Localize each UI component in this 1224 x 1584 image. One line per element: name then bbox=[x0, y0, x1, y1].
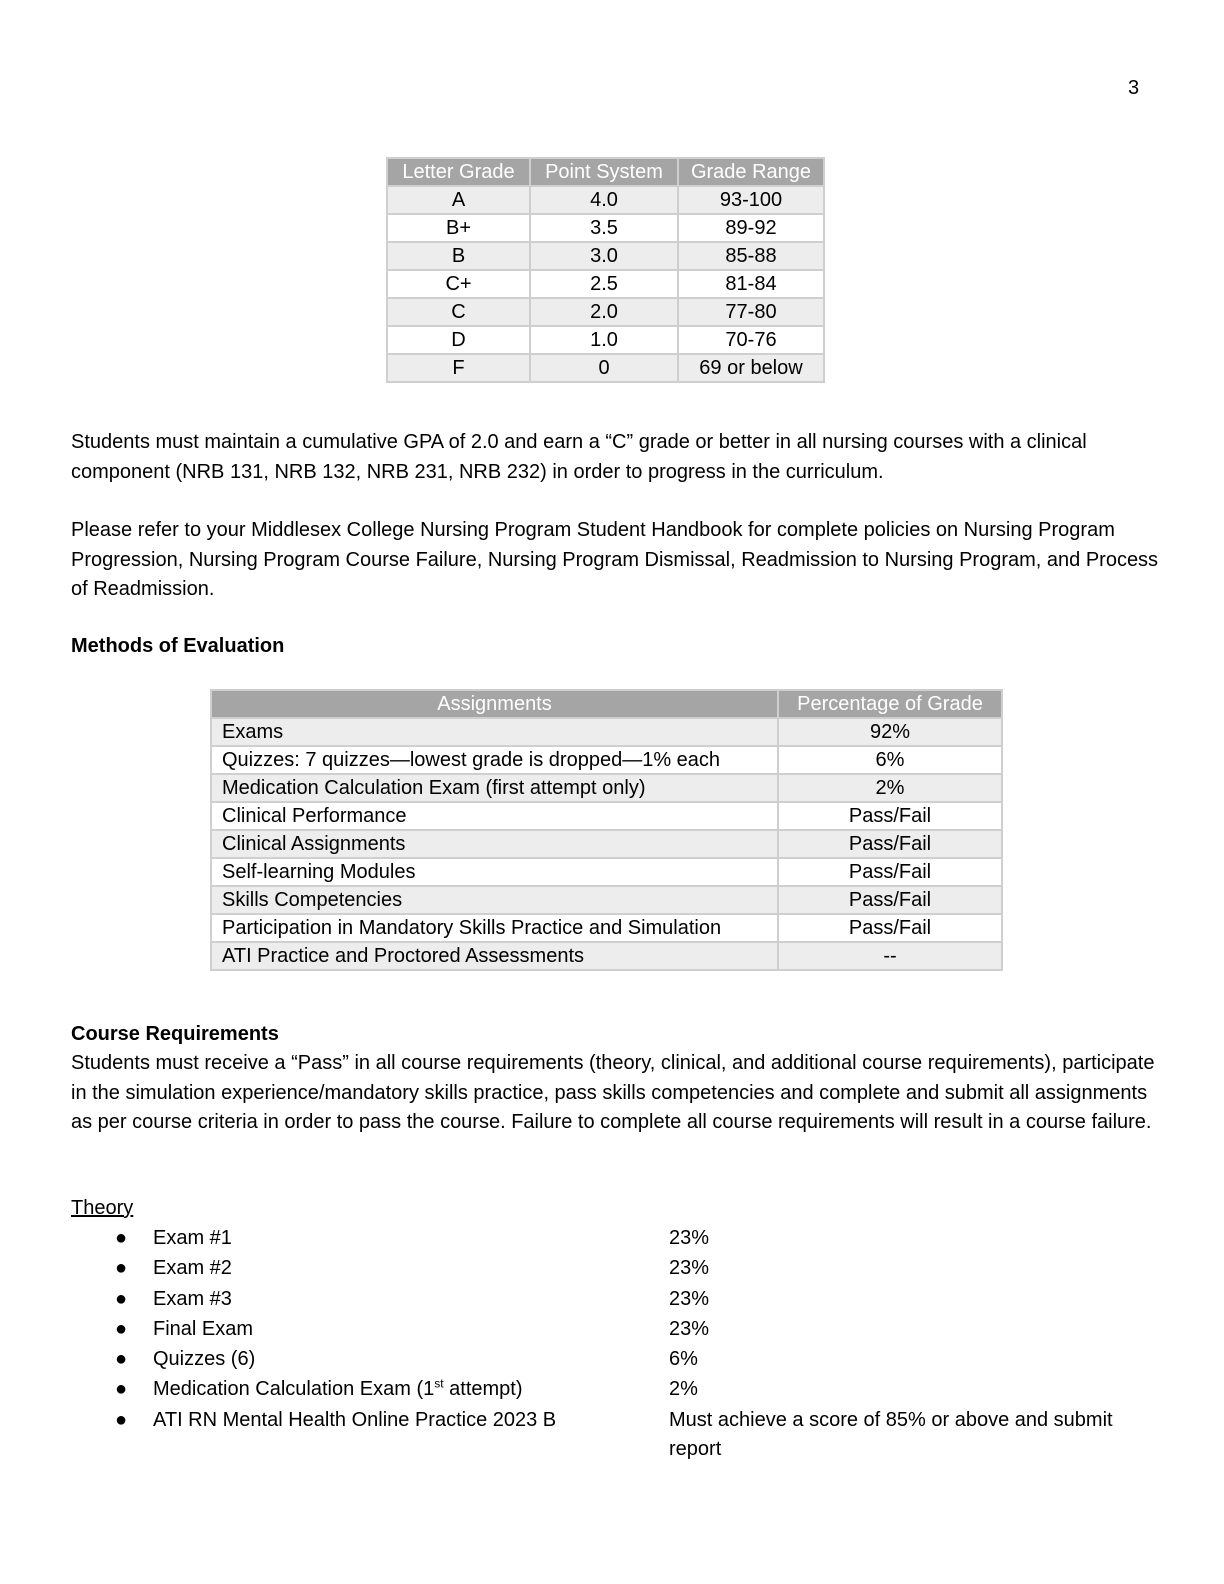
point-system-cell: 3.0 bbox=[530, 242, 678, 270]
percentage-cell: -- bbox=[778, 942, 1002, 970]
point-system-cell: 0 bbox=[530, 354, 678, 382]
percentage-cell: Pass/Fail bbox=[778, 886, 1002, 914]
grade-table-row bbox=[387, 270, 824, 298]
course-requirements-heading: Course Requirements bbox=[71, 1023, 279, 1045]
theory-item-value: 23% bbox=[669, 1227, 710, 1249]
theory-item-name: Exam #3 bbox=[153, 1287, 232, 1310]
grade-scale-table bbox=[386, 157, 825, 383]
theory-item-name: Quizzes (6) bbox=[153, 1348, 256, 1371]
grade-range-cell: 77-80 bbox=[678, 298, 824, 326]
assignment-cell: Skills Competencies bbox=[211, 886, 778, 914]
theory-item-value: 2% bbox=[669, 1378, 698, 1401]
theory-item-value: 23% bbox=[669, 1317, 710, 1340]
grade-table-row bbox=[387, 214, 824, 242]
assignment-cell: Self-learning Modules bbox=[211, 858, 778, 886]
percentage-cell: 2% bbox=[778, 774, 1002, 802]
eval-table-row bbox=[211, 718, 1002, 746]
assignment-cell: Clinical Assignments bbox=[211, 830, 778, 858]
assignment-cell: ATI Practice and Proctored Assessments bbox=[211, 942, 778, 970]
letter-grade-cell: C bbox=[387, 298, 530, 326]
theory-item-value: 23% bbox=[669, 1287, 710, 1310]
eval-table-row bbox=[211, 914, 1002, 942]
bullet-icon: ● bbox=[115, 1317, 128, 1340]
percentage-cell: Pass/Fail bbox=[778, 858, 1002, 886]
eval-table-row bbox=[211, 886, 1002, 914]
bullet-icon: ● bbox=[115, 1348, 128, 1371]
theory-list bbox=[0, 1224, 1224, 1461]
letter-grade-cell: C+ bbox=[387, 270, 530, 298]
percentage-cell: 6% bbox=[778, 746, 1002, 774]
letter-grade-cell: B+ bbox=[387, 214, 530, 242]
theory-item-name: ATI RN Mental Health Online Practice 2023 B bbox=[153, 1408, 557, 1431]
grade-table-header-row bbox=[387, 158, 824, 186]
assignment-cell: Clinical Performance bbox=[211, 802, 778, 830]
grade-range-cell: 81-84 bbox=[678, 270, 824, 298]
theory-list-item bbox=[0, 1254, 1224, 1284]
header-assignments: Assignments bbox=[211, 690, 778, 718]
percentage-cell: Pass/Fail bbox=[778, 802, 1002, 830]
eval-table-row bbox=[211, 942, 1002, 970]
point-system-cell: 3.5 bbox=[530, 214, 678, 242]
letter-grade-cell: B bbox=[387, 242, 530, 270]
header-grade-range: Grade Range bbox=[678, 158, 824, 186]
theory-list-item bbox=[0, 1224, 1224, 1254]
header-point-system: Point System bbox=[530, 158, 678, 186]
assignment-cell: Exams bbox=[211, 718, 778, 746]
bullet-icon: ● bbox=[115, 1408, 128, 1431]
grade-table-row bbox=[387, 354, 824, 382]
eval-table-row bbox=[211, 830, 1002, 858]
eval-table-row bbox=[211, 858, 1002, 886]
theory-item-name: Exam #1 bbox=[153, 1227, 232, 1249]
eval-table-row bbox=[211, 802, 1002, 830]
grade-table-row bbox=[387, 242, 824, 270]
theory-item-name-part: attempt) bbox=[443, 1378, 523, 1401]
page-number: 3 bbox=[1128, 77, 1140, 99]
assignment-cell: Participation in Mandatory Skills Practice and Simulation bbox=[211, 914, 778, 942]
header-percentage: Percentage of Grade bbox=[778, 690, 1002, 718]
assignment-cell: Quizzes: 7 quizzes—lowest grade is dropped—1% each bbox=[211, 746, 778, 774]
point-system-cell: 4.0 bbox=[530, 186, 678, 214]
theory-item-name-part: Medication Calculation Exam (1 bbox=[153, 1378, 435, 1401]
theory-list-item bbox=[0, 1406, 1224, 1461]
eval-table-row bbox=[211, 774, 1002, 802]
bullet-icon: ● bbox=[115, 1378, 128, 1401]
grade-table-row bbox=[387, 326, 824, 354]
letter-grade-cell: D bbox=[387, 326, 530, 354]
point-system-cell: 2.0 bbox=[530, 298, 678, 326]
theory-list-item bbox=[0, 1285, 1224, 1315]
theory-item-value: 23% bbox=[669, 1257, 710, 1280]
theory-item-name: Final Exam bbox=[153, 1317, 254, 1340]
letter-grade-cell: F bbox=[387, 354, 530, 382]
percentage-cell: 92% bbox=[778, 718, 1002, 746]
grade-range-cell: 85-88 bbox=[678, 242, 824, 270]
point-system-cell: 1.0 bbox=[530, 326, 678, 354]
theory-list-item bbox=[0, 1345, 1224, 1375]
theory-item-value: 6% bbox=[669, 1348, 698, 1371]
evaluation-table bbox=[210, 689, 1003, 971]
methods-heading: Methods of Evaluation bbox=[71, 635, 285, 657]
grade-table-row bbox=[387, 298, 824, 326]
theory-item-value: Must achieve a score of 85% or above and submit report bbox=[669, 1408, 1113, 1461]
point-system-cell: 2.5 bbox=[530, 270, 678, 298]
theory-item-name bbox=[153, 1375, 523, 1405]
bullet-icon: ● bbox=[115, 1287, 128, 1310]
grade-range-cell: 93-100 bbox=[678, 186, 824, 214]
grade-range-cell: 89-92 bbox=[678, 214, 824, 242]
percentage-cell: Pass/Fail bbox=[778, 830, 1002, 858]
bullet-icon: ● bbox=[115, 1227, 128, 1249]
grade-range-cell: 69 or below bbox=[678, 354, 824, 382]
gpa-paragraph: Students must maintain a cumulative GPA of 2.0 and earn a “C” grade or better in all nursing courses with a clinical component (NRB 131, NRB 132, NRB 231, NRB 232) in order to progress in the curriculum. bbox=[71, 431, 1087, 483]
eval-table-header-row bbox=[211, 690, 1002, 718]
theory-label: Theory bbox=[71, 1197, 134, 1219]
letter-grade-cell: A bbox=[387, 186, 530, 214]
ordinal-superscript: st bbox=[434, 1376, 444, 1391]
theory-list-item bbox=[0, 1375, 1224, 1405]
theory-list-item bbox=[0, 1315, 1224, 1345]
course-requirements-paragraph: Students must receive a “Pass” in all course requirements (theory, clinical, and additional course requirements), participate in the simulation experience/mandatory skills practice, pass skills competencies and complete and submit all assignments as per course criteria in order to pass the course. Failure to complete all course requirements will result in a course failure. bbox=[71, 1052, 1155, 1133]
eval-table-row bbox=[211, 746, 1002, 774]
theory-item-name: Exam #2 bbox=[153, 1257, 232, 1280]
grade-table-row bbox=[387, 186, 824, 214]
percentage-cell: Pass/Fail bbox=[778, 914, 1002, 942]
assignment-cell: Medication Calculation Exam (first attempt only) bbox=[211, 774, 778, 802]
header-letter-grade: Letter Grade bbox=[387, 158, 530, 186]
handbook-paragraph: Please refer to your Middlesex College Nursing Program Student Handbook for complete policies on Nursing Program Progression, Nursing Program Course Failure, Nursing Program Dismissal, Readmission to Nursing Program, and Process of Readmission. bbox=[71, 519, 1159, 600]
grade-range-cell: 70-76 bbox=[678, 326, 824, 354]
bullet-icon: ● bbox=[115, 1257, 128, 1280]
